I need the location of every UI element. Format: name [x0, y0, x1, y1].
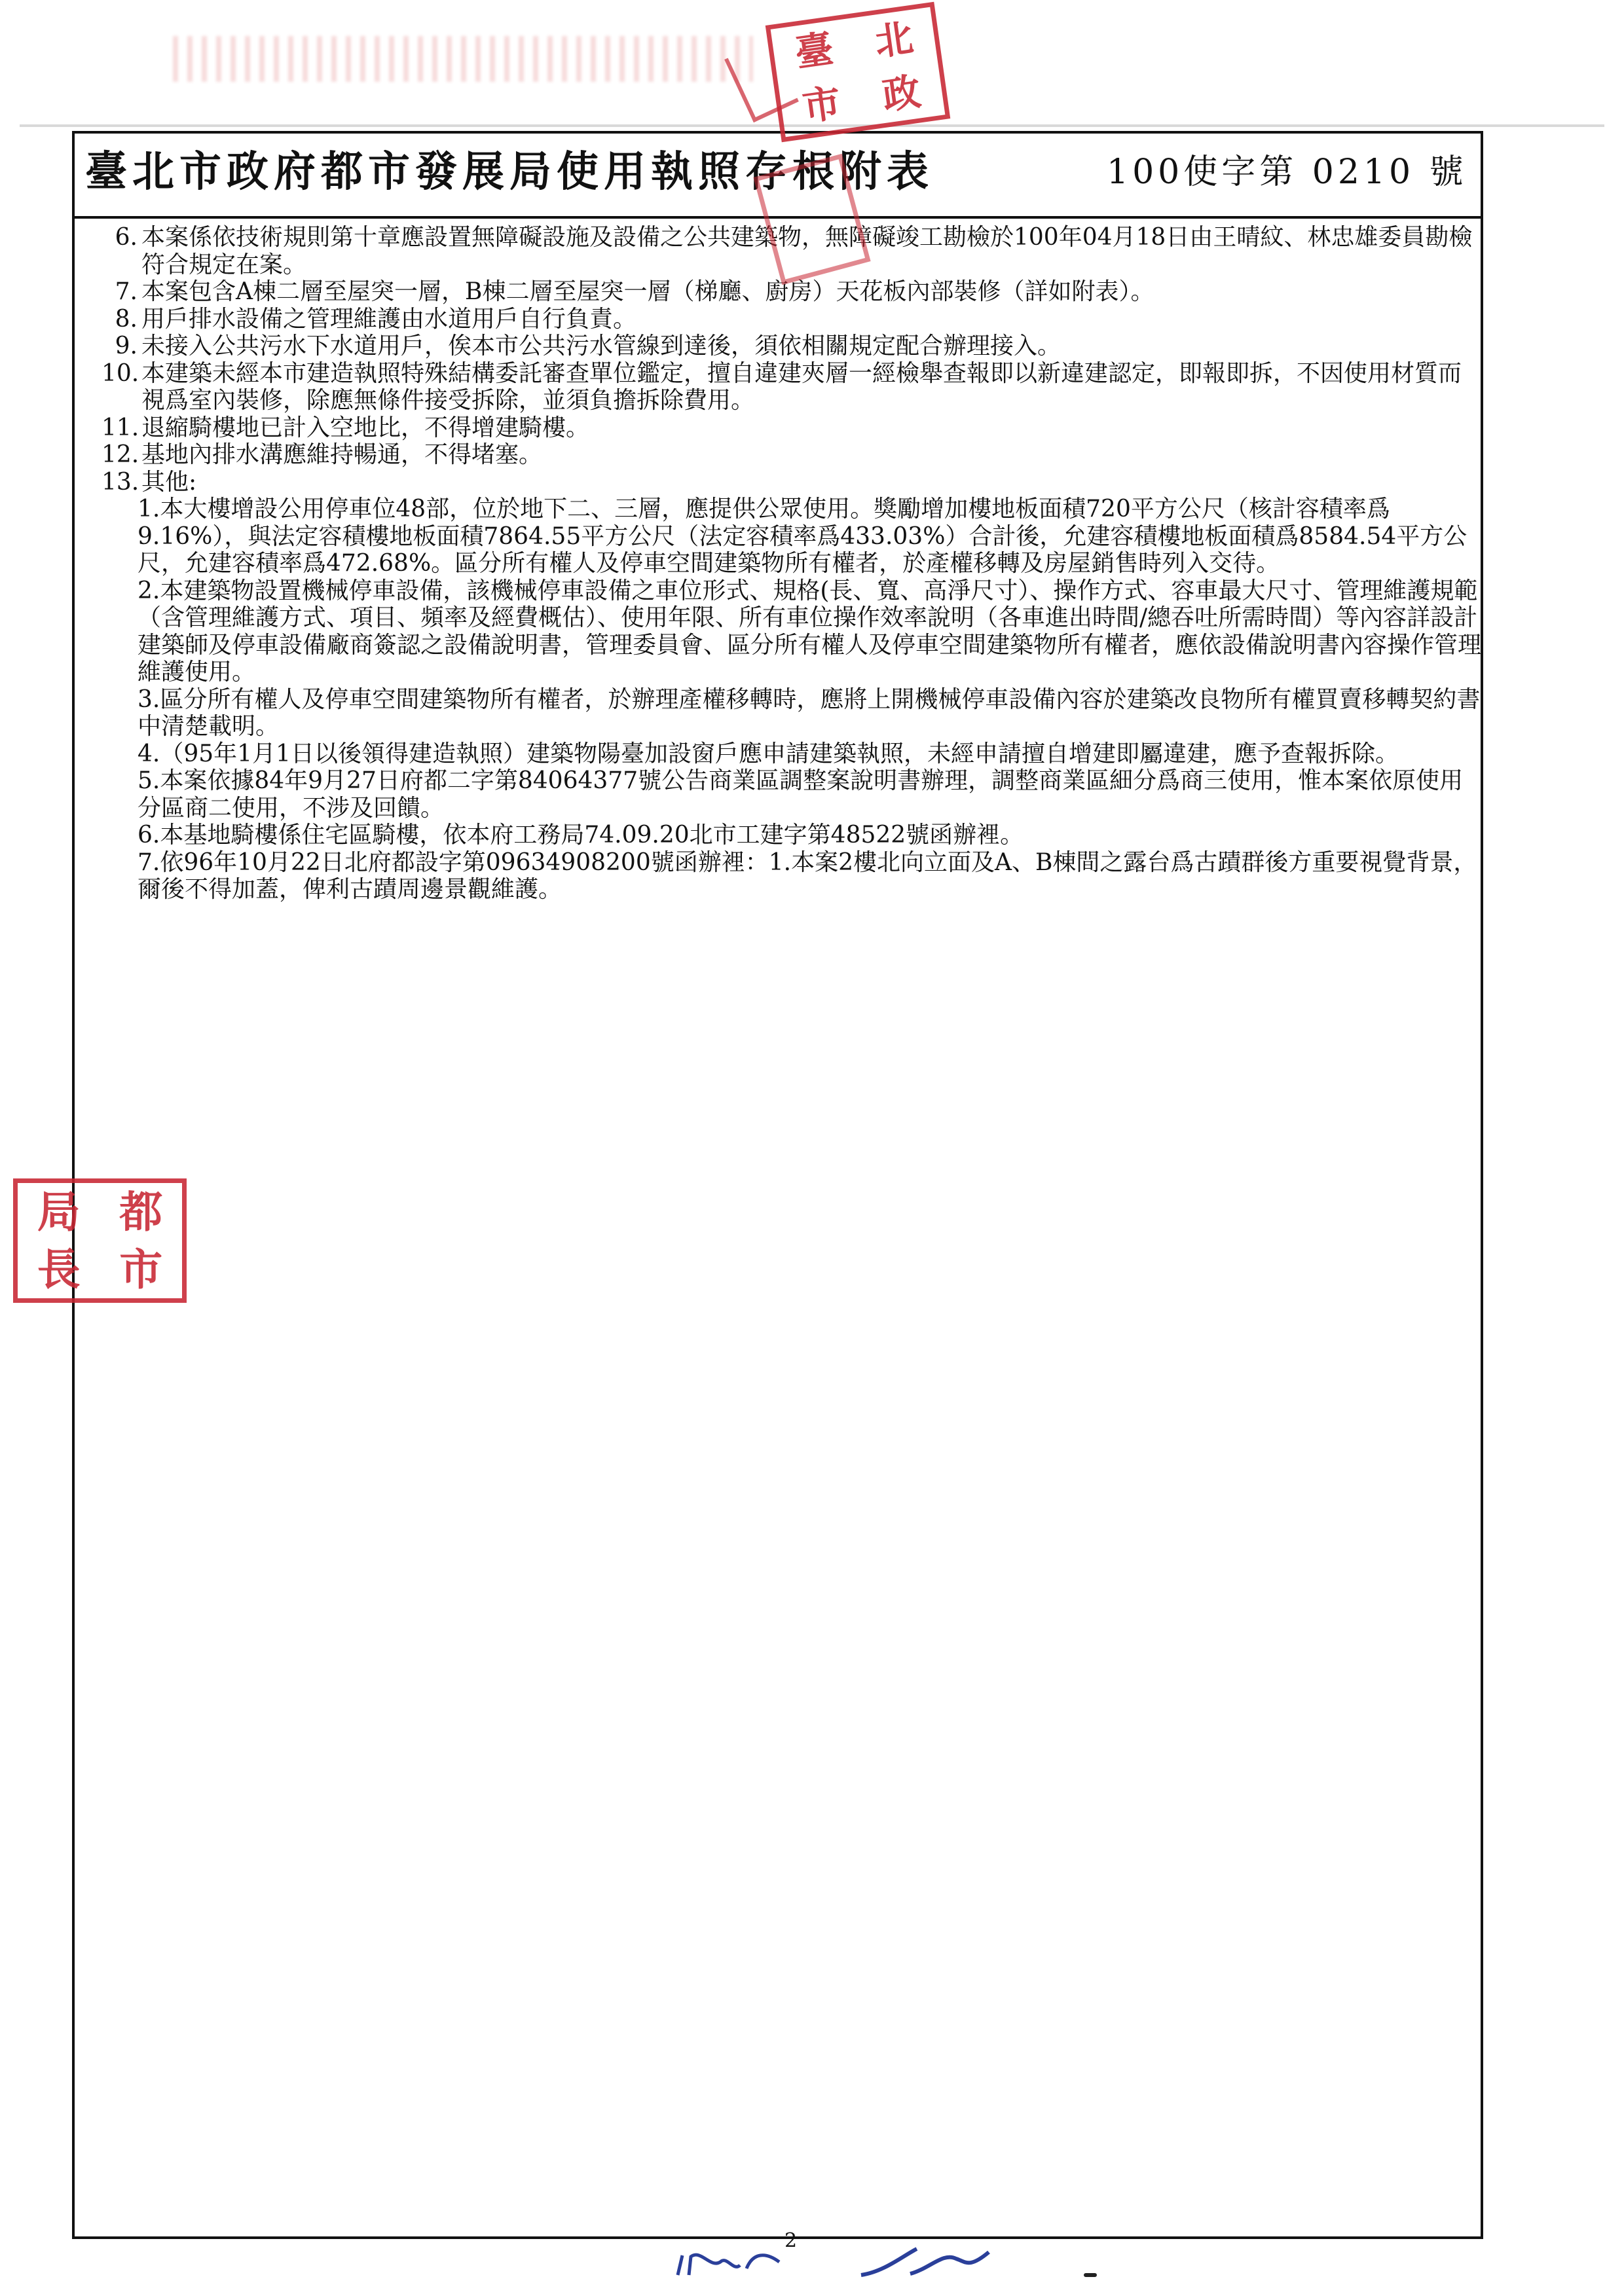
seal-char: 政: [879, 68, 924, 118]
list-item: [101, 333, 1483, 360]
sub-item-text: 2.本建築物設置機械停車設備，該機械停車設備之車位形式、規格(長、寬、高淨尺寸）、操作方式、容車最大尺寸、管理維護規範（含管理維護方式、項目、頻率及經費概估）、使用年限、所有車位操作效率說明（各車進出時間/總吞吐所需時間）等內容詳設計建築師及停車設備廠商簽認之設備說明書，管理委員會、區分所有權人及停車空間建築物所有權者，應依設備說明書內容操作管理維護使用。: [138, 577, 1482, 685]
seal-char: 臺: [792, 26, 836, 76]
item-number: 7.: [115, 278, 138, 305]
seal-char: 局: [37, 1186, 81, 1237]
seal-char: 北: [872, 14, 916, 65]
item-number: 13.: [101, 468, 139, 496]
sub-item-text: 6.本基地騎樓係住宅區騎樓，依本府工務局74.09.20北市工建字第48522號函辦裡。: [138, 822, 1024, 848]
sub-item-text: 5.本案依據84年9月27日府都二字第84064377號公告商業區調整案說明書辦理，調整商業區細分爲商三使用，惟本案依原使用分區商二使用，不涉及回饋。: [138, 767, 1464, 822]
content-list: [101, 224, 1483, 903]
list-item: [101, 360, 1483, 414]
sub-item: [101, 496, 1483, 577]
item-text: 基地內排水溝應維持暢通，不得堵塞。: [141, 441, 543, 468]
item-text: 未接入公共污水下水道用戶，俟本市公共污水管線到達後，須依相關規定配合辦理接入。: [141, 333, 1061, 359]
list-item: [101, 469, 1483, 496]
sub-item-text: 1.本大樓增設公用停車位48部，位於地下二、三層，應提供公眾使用。獎勵增加樓地板面積720平方公尺（核計容積率爲9.16%），與法定容積樓地板面積7864.55平方公尺（法定容積率爲433.03%）合計後，允建容積樓地板面積爲8584.54平方公尺，允建容積率爲472.68%。區分所有權人及停車空間建築物所有權者，於產權移轉及房屋銷售時列入交待。: [138, 496, 1467, 577]
sub-item-text: 3.區分所有權人及停車空間建築物所有權者，於辦理產權移轉時，應將上開機械停車設備內容於建築改良物所有權買賣移轉契約書中清楚載明。: [138, 685, 1481, 740]
official-seal-top: [766, 2, 951, 142]
sub-item: [101, 686, 1483, 740]
item-text: 其他:: [141, 468, 197, 496]
sub-item-text: 4.（95年1月1日以後領得建造執照）建築物陽臺加設窗戶應申請建築執照，未經申請擅自增建即屬違建，應予查報拆除。: [138, 740, 1399, 767]
item-number: 12.: [101, 441, 139, 468]
seal-char: 市: [800, 79, 844, 130]
item-number: 6.: [115, 224, 138, 251]
sub-item: [101, 767, 1483, 822]
item-text: 用戶排水設備之管理維護由水道用戶自行負責。: [141, 305, 637, 333]
item-number: 8.: [115, 305, 138, 333]
official-seal-left: [13, 1178, 187, 1303]
sub-item: [101, 577, 1483, 686]
sub-item-text: 7.依96年10月22日北府都設字第09634908200號函辦裡：1.本案2樓北向立面及A、B棟間之露台爲古蹟群後方重要視覺背景，爾後不得加蓋，俾利古蹟周邊景觀維護。: [138, 848, 1477, 903]
list-item: [101, 278, 1483, 306]
item-number: 9.: [115, 333, 138, 359]
item-text: 本案包含A棟二層至屋突一層，B棟二層至屋突一層（梯廳、廚房）天花板內部裝修（詳如附表）。: [141, 278, 1154, 305]
list-item: [101, 441, 1483, 469]
page-number: 2: [784, 2229, 798, 2252]
seal-char: 都: [119, 1186, 163, 1237]
sub-item: [101, 822, 1483, 849]
list-item: [101, 306, 1483, 333]
item-number: 11.: [101, 414, 139, 441]
document-title: 臺北市政府都市發展局使用執照存根附表: [85, 147, 934, 196]
list-item: [101, 414, 1483, 442]
item-text: 退縮騎樓地已計入空地比，不得增建騎樓。: [141, 414, 590, 441]
signature-scribble-right: [858, 2242, 995, 2282]
signature-scribble-left: [674, 2242, 786, 2282]
item-text: 本建築未經本市建造執照特殊結構委託審查單位鑑定，擅自違建夾層一經檢舉查報即以新違建認定，即報即拆，不因使用材質而視爲室內裝修，除應無條件接受拆除，並須負擔拆除費用。: [141, 359, 1462, 414]
sub-item: [101, 849, 1483, 903]
item-text: 本案係依技術規則第十章應設置無障礙設施及設備之公共建築物，無障礙竣工勘檢於100年04月18日由王晴紋、林忠雄委員勘檢符合規定在案。: [141, 224, 1473, 278]
seal-char: 市: [119, 1244, 163, 1295]
ink-dot: [1084, 2273, 1097, 2277]
seal-char: 長: [37, 1244, 81, 1295]
sub-item: [101, 740, 1483, 768]
item-number: 10.: [101, 359, 139, 387]
top-smudge: [164, 36, 753, 82]
permit-number: 100使字第 0210 號: [1107, 153, 1467, 192]
